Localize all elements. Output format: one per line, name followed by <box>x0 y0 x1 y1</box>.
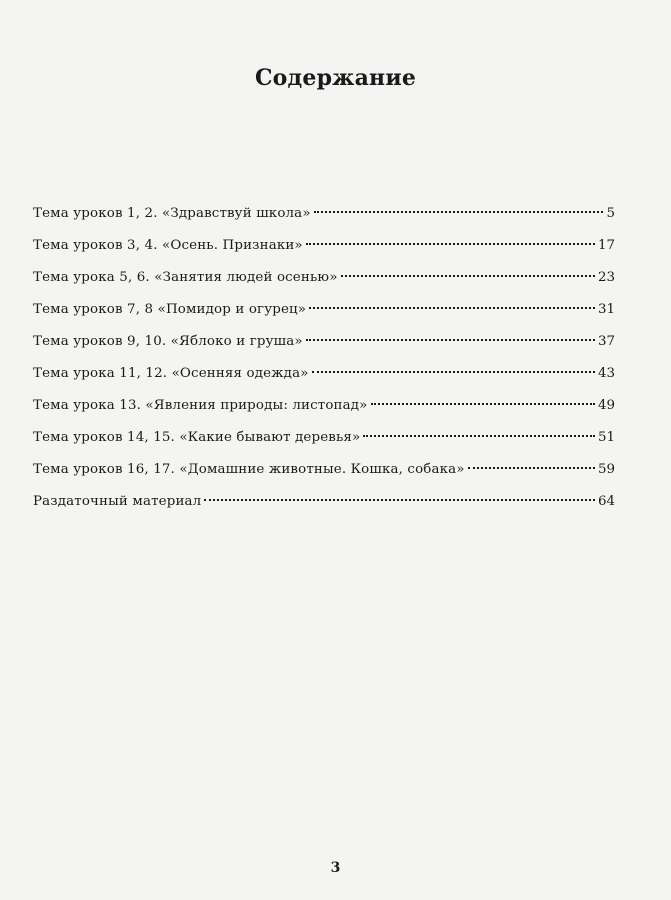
toc-entry-text: Тема урока 13. «Явления природы: листопад» <box>33 398 368 413</box>
toc-entry-6 <box>33 364 615 396</box>
toc-entry-text: Тема урока 11, 12. «Осенняя одежда» <box>33 366 309 381</box>
toc-entry-page: 37 <box>597 334 615 349</box>
toc-entry-1 <box>33 204 615 236</box>
toc-entry-page: 31 <box>597 302 615 317</box>
toc-entry-text: Тема уроков 16, 17. «Домашние животные. Кошка, собака» <box>33 462 465 477</box>
toc-entry-page: 51 <box>597 430 615 445</box>
toc-entry-page: 64 <box>597 494 615 509</box>
toc-entry-page: 49 <box>597 398 615 413</box>
toc-entry-page: 17 <box>597 238 615 253</box>
toc-entry-text: Тема уроков 9, 10. «Яблоко и груша» <box>33 334 303 349</box>
toc-entry-page: 43 <box>597 366 615 381</box>
toc-entry-page: 5 <box>606 206 615 221</box>
toc-entry-7 <box>33 396 615 428</box>
toc-dot-leader <box>371 403 595 405</box>
toc-entry-page: 23 <box>597 270 615 285</box>
toc-entry-4 <box>33 300 615 332</box>
toc-dot-leader <box>468 467 595 469</box>
toc-entry-page: 59 <box>597 462 615 477</box>
toc-entry-3 <box>33 268 615 300</box>
toc-dot-leader <box>314 211 604 213</box>
toc-entry-5 <box>33 332 615 364</box>
toc-dot-leader <box>312 371 595 373</box>
toc-entry-text: Тема уроков 14, 15. «Какие бывают деревья» <box>33 430 361 445</box>
toc-entry-text: Тема уроков 3, 4. «Осень. Признаки» <box>33 238 303 253</box>
toc-dot-leader <box>341 275 595 277</box>
toc-dot-leader <box>306 339 595 341</box>
toc-dot-leader <box>306 243 595 245</box>
page-title: Содержание <box>254 64 417 91</box>
toc-dot-leader <box>363 435 595 437</box>
toc-entry-2 <box>33 236 615 268</box>
toc-dot-leader <box>204 499 595 501</box>
toc-entry-text: Тема уроков 7, 8 «Помидор и огурец» <box>33 302 307 317</box>
page-number: 3 <box>330 860 341 876</box>
toc-dot-leader <box>309 307 595 309</box>
toc-entry-text: Тема урока 5, 6. «Занятия людей осенью» <box>33 270 338 285</box>
toc-entry-9 <box>33 460 615 492</box>
table-of-contents <box>33 204 615 524</box>
toc-entry-8 <box>33 428 615 460</box>
toc-entry-10 <box>33 492 615 524</box>
toc-entry-text: Тема уроков 1, 2. «Здравствуй школа» <box>33 206 311 221</box>
toc-entry-text: Раздаточный материал <box>33 494 202 509</box>
